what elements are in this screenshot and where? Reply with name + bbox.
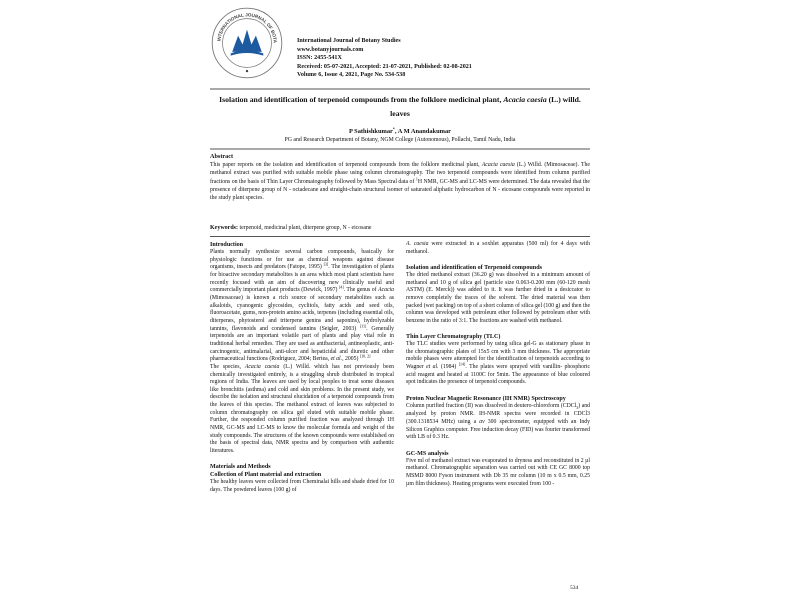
collection-paragraph: The healthy leaves were collected from Cheminalai hills and shade dried for 10 days. The powdered leaves (100 g) of (210, 479, 394, 493)
title-divider (210, 148, 590, 150)
paper-page (210, 0, 590, 612)
text: The species, (210, 363, 241, 370)
text: . The genus of (343, 287, 377, 294)
text: (L.) Willd. which has not previously been chemically investigated entirely, is a straggling shrub distributed in tropical regions of India. The leaves are used by local peoples to treat some diseases like bronchitis (asthma) and cold and skin problems. In the present study, we describe the isolation and structural elucidation of a terpenoid compounds from the leaves of this species. The methanol extract of leaves was subjected to column chromatography on silica gel eluted with suitable mobile phase. Further, the responded column purified fraction was analyzed through 1H NMR, GC-MS and LC-MS to know the molecular formula and weight of the study compounds. The structures of the known compounds were established on the basis of spectral data, NMR spectra and by comparison with authentic literatures. (210, 363, 395, 455)
text: Plants normally synthesize several carbon compounds, basically for physiologic functions or for use as chemical weapons against disease organisms, insects and predators (Fatope, 1995) (210, 249, 394, 271)
text: Column purified fraction (II) was dissolved in deutero-chloroform (CDCl (406, 402, 577, 409)
article-dates: Received: 05-07-2021, Accepted: 21-07-2021, Published: 02-08-2021 (297, 63, 472, 70)
page-number: 534 (570, 585, 579, 591)
abstract-superscript: 1 (415, 176, 418, 182)
nmr-paragraph (406, 403, 590, 442)
species-name: A. caesia (406, 241, 429, 247)
journal-issn: ISSN: 2455-541X (297, 55, 342, 61)
subscript: 3 (576, 404, 579, 410)
abstract-heading: Abstract (210, 153, 234, 160)
species-name: Acacia caesia (244, 363, 280, 370)
text: . The plates were sprayed with vanillin- phosphoric acid reagent and heated at 1100C for 5min. The appearance of blue coloured spot indicates the presence of terpenoid compounds. (406, 364, 591, 386)
abstract-species: Acacia caesia (481, 162, 515, 168)
introduction-heading: Introduction (210, 242, 244, 248)
et-al: et al. (426, 364, 439, 371)
methods-heading: Materials and Methods (210, 464, 271, 471)
keywords-label: Keywords: (210, 225, 238, 231)
header-divider (210, 88, 590, 90)
journal-info (297, 37, 472, 80)
right-column (406, 241, 590, 488)
isolation-paragraph: The dried methanol extract (36.20 g) was dissolved in a minimum amount of methanol and 10 g of silica gel (particle size 0.063-0.200 mm (60-120 mesh ASTM) (E. Merck)) was added to it. It was further dried in a desiccator to remove completely the traces of the solvent. The dried material was then packed (wet packing) on top of a short column of silica gel (100 g) and then the column was developed with petroleum ether followed by petroleum ether with benzene in the ratio of 3:1. The fractions are washed with methanol. (406, 271, 590, 324)
text: were extracted in a soxhlet apparatus (500 ml) for 4 days with methanol. (406, 241, 590, 255)
svg-text:INTERNATIONAL JOURNAL OF BOTAN (210, 6, 278, 44)
abstract-part: (L.) Willd. (Mimosaceae). The methanol extract was purified with suitable mobile phase using column chromatography. The two terpenoid compounds were identified from column purified fractions on the basis of Thin Layer Chromatography followed by Mass Spectral data of (210, 162, 590, 185)
isolation-heading: Isolation and identification of Terpenoid compounds (406, 264, 542, 271)
introduction-paragraph-2 (210, 364, 394, 456)
keywords-text: terpenoid, medicinal plant, diterpene group, N - eicosane (239, 225, 372, 231)
author-affiliation: PG and Research Department of Botany, NGM College (Autonomous), Pollachi, Tamil Nadu, India (284, 137, 516, 143)
text: ) and analyzed by proton NMR. IH-NMR spectra were recorded in CDCl3 (300.1318534 MHz) using a (406, 402, 591, 426)
logo-ring-text: INTERNATIONAL JOURNAL OF BOTA (216, 12, 278, 44)
citation[interactable]: [14] (458, 361, 466, 367)
text: . The investigation of plants for bioactive secondary metabolites is an area which most plant scientists have recently focused with an aim of discovering new clinically useful and commercially important plant products (Dewick, 1997) (210, 264, 394, 294)
journal-website[interactable]: www.botanyjournals.com (297, 46, 364, 53)
abstract-text (210, 161, 590, 202)
title-species: Acacia caesia (503, 95, 547, 104)
author-1: P Sathishkumar (349, 128, 393, 135)
text: The TLC studies were performed by using silica gel-G as stationary phase in the chromatographic plates of 15x5 cm with 3 mm thickness. The appropriate mobile phases were attempted for the identification of terpenoids according to Wagner (406, 341, 590, 371)
text: (1984) (440, 364, 457, 371)
article-authors (210, 128, 590, 135)
citation[interactable]: [4] (338, 284, 344, 290)
text: 300 spectrometer, equipped with an Indy Silicon Graphics computer. Free induction decay (FID) was fourier transformed with LB of 0.3 Hz. (406, 419, 590, 441)
gcms-paragraph: Five ml of methanol extract was evaporated to dryness and reconstituted in 2 µl methanol. Chromatographic separation was carried out with CE GC 8000 top MSMD 8000 Fyson instrument with Db 35 mr column (10 m x 0.5 mm, 0.25 µm film thickness). Heating programs were executed from 100 - (406, 457, 590, 487)
journal-name: International Journal of Botany Studies (297, 38, 401, 44)
title-text-end: (L.) willd. leaves (390, 95, 581, 118)
abstract-part: H NMR, GC-MS and LC-MS were determined. The data revealed that the presence of diterpene group of N - octadecane and straight-chain structural isomer of saturated aliphatic hydrocarbon of N - eicosane compounds were reported in the study plant species. (210, 178, 590, 202)
abstract-part: This paper reports on the isolation and identification of terpenoid compounds from the folklore medicinal plant, (210, 162, 480, 168)
text: . Generally terpenoids are an important volatile part of plants and play vital role in traditional herbal remedies. They are used as antibacterial, antineoplastic, anti-carcinogenic, antimalarial, anti-ulcer and hepaticidal and diuretic and other pharmaceutical functions (Rodriguez, 2004; Bertea, (210, 325, 395, 363)
et-al: et al. (330, 356, 343, 363)
genus-name: Acacia (378, 287, 395, 294)
nmr-heading: Proton Nuclear Magnetic Resonance (IH NMR) Spectroscopy (406, 395, 566, 402)
keywords (210, 225, 371, 231)
volume-info: Volume 6, Issue 4, 2021, Page No. 534-538 (297, 72, 406, 78)
introduction-paragraph-1 (210, 249, 394, 364)
tlc-paragraph (406, 341, 590, 387)
citation[interactable]: [3] (323, 261, 329, 267)
citation[interactable]: [11] (359, 323, 367, 329)
extraction-continued (406, 241, 590, 256)
text: (Mimosaceae) is known a rich source of secondary metabolites such as alkaloids, cyanogenic glycosides, cyclitols, fatty acids and seed oils, fluoroacetate, gums, non-protein amino acids, terpenes (including essential oils, diterpenes, phytosterol and triterpene genins and saponins), hydrolyzable tannins, flavonoids and condensed tannins (Seigler, 2003) (210, 294, 394, 332)
title-text: Isolation and identification of terpenoid compounds from the folklore medicinal plant, (219, 95, 502, 104)
text: , 2005) (342, 356, 359, 363)
article-title (210, 93, 590, 121)
tlc-heading: Thin Layer Chromatography (TLC) (406, 334, 501, 341)
citation[interactable]: [10, 2] (359, 353, 371, 359)
journal-logo-icon (210, 6, 284, 80)
instrument-model: av (479, 419, 485, 426)
author-2: , A M Anandakumar (394, 128, 451, 135)
gcms-heading: GC-MS analysis (406, 450, 449, 457)
abstract-divider (210, 236, 590, 237)
collection-heading: Collection of Plant material and extraction (210, 472, 322, 479)
left-column (210, 241, 394, 495)
corresponding-mark: * (392, 126, 395, 132)
